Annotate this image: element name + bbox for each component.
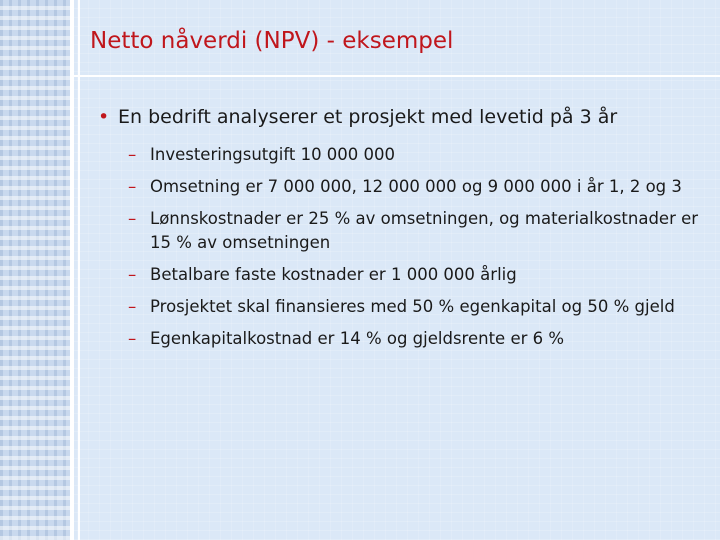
dash-icon: –	[128, 329, 137, 348]
sub-bullet-item	[128, 143, 720, 167]
slide-title: Netto nåverdi (NPV) - eksempel	[90, 28, 454, 54]
sub-bullet-item	[128, 175, 720, 199]
slide-content	[98, 103, 710, 359]
dash-icon: –	[128, 209, 137, 228]
sub-bullet-item	[128, 327, 720, 351]
vertical-divider	[70, 0, 74, 540]
sub-bullet-item	[128, 207, 720, 255]
sub-bullet-text: Egenkapitalkostnad er 14 % og gjeldsrente er 6 %	[150, 329, 565, 348]
sub-bullet-text: Prosjektet skal finansieres med 50 % egenkapital og 50 % gjeld	[150, 297, 675, 316]
main-bullet	[98, 103, 710, 131]
sub-bullet-text: Investeringsutgift 10 000 000	[150, 145, 396, 164]
sub-bullet-text: Omsetning er 7 000 000, 12 000 000 og 9 000 000 i år 1, 2 og 3	[150, 177, 682, 196]
left-decorative-panel	[0, 0, 70, 540]
dash-icon: –	[128, 297, 137, 316]
vertical-divider-thin	[78, 0, 80, 540]
sub-bullet-text: Lønnskostnader er 25 % av omsetningen, og materialkostnader er 15 % av omsetningen	[150, 209, 699, 252]
dash-icon: –	[128, 265, 137, 284]
sub-bullet-list	[98, 143, 710, 351]
sub-bullet-item	[128, 263, 720, 287]
main-bullet-text: En bedrift analyserer et prosjekt med levetid på 3 år	[118, 106, 618, 128]
sub-bullet-text: Betalbare faste kostnader er 1 000 000 årlig	[150, 265, 517, 284]
dash-icon: –	[128, 177, 137, 196]
bullet-icon: •	[98, 106, 110, 128]
sub-bullet-item	[128, 295, 720, 319]
title-underline	[70, 75, 720, 77]
dash-icon: –	[128, 145, 137, 164]
